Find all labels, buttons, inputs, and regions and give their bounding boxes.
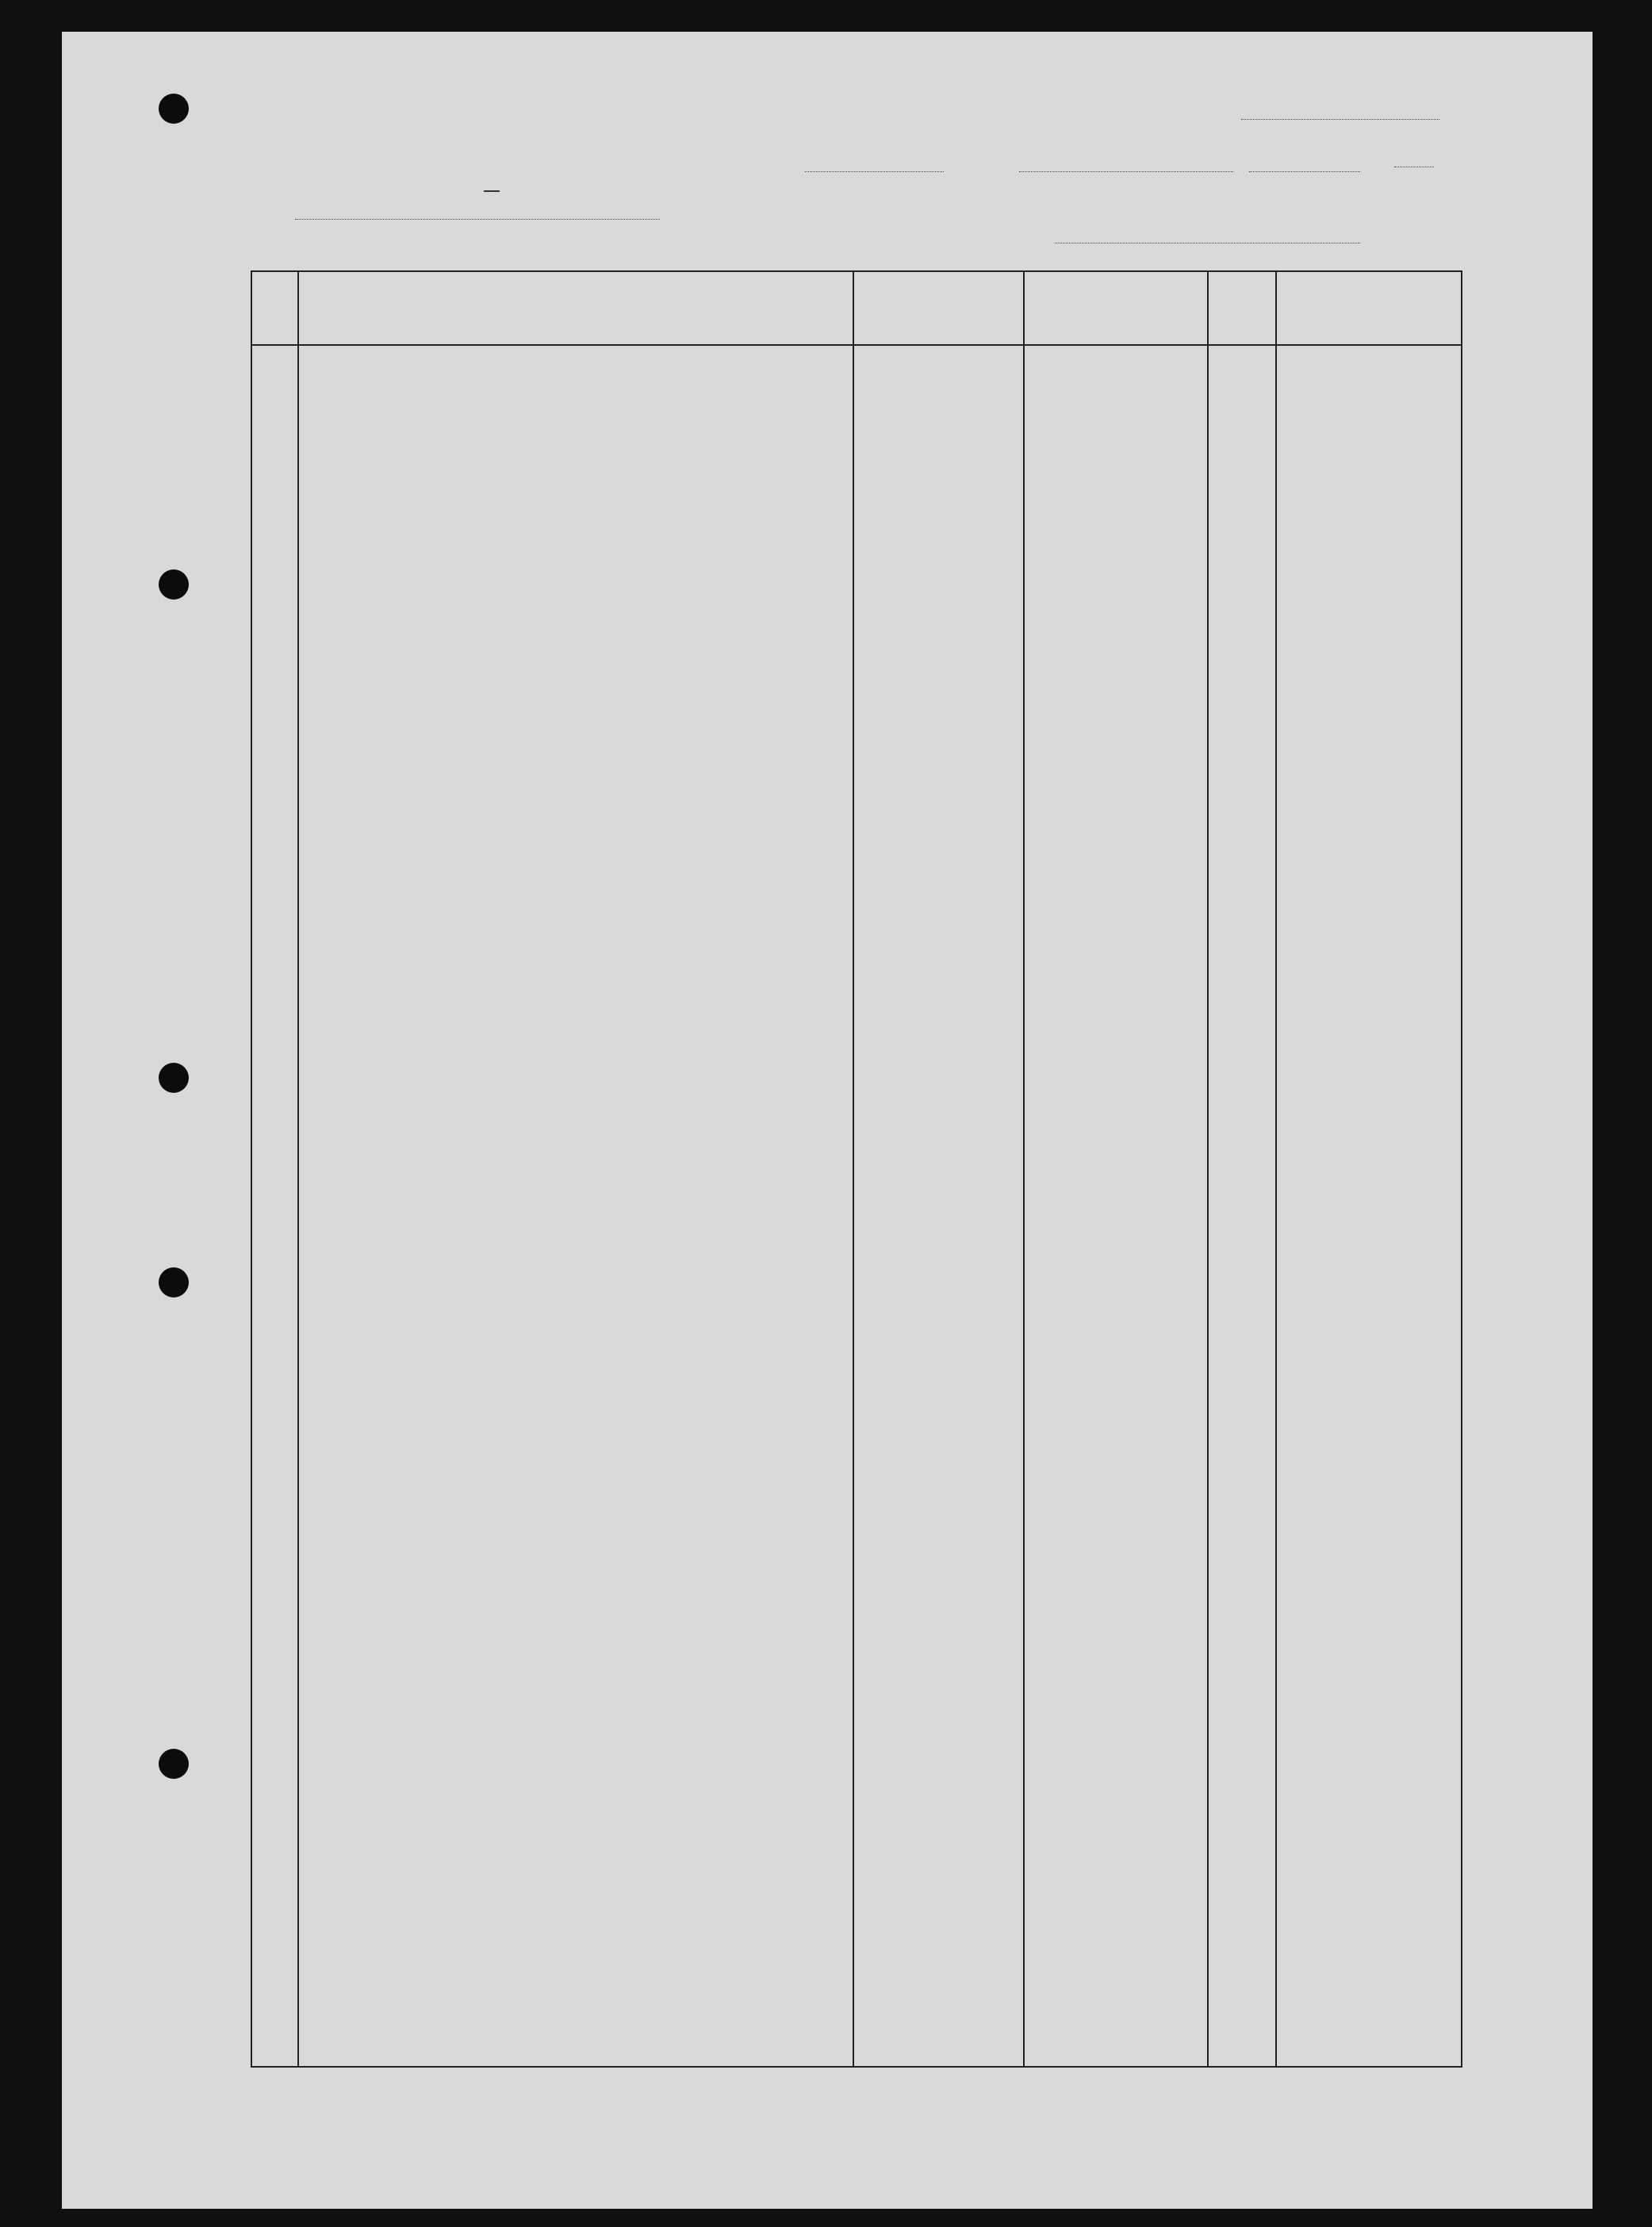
manifest-no-line xyxy=(1241,117,1439,120)
punch-hole xyxy=(159,1063,189,1093)
arrival-line xyxy=(1055,219,1360,243)
punch-hole xyxy=(159,569,189,600)
from-port xyxy=(1019,171,1233,172)
punch-hole xyxy=(159,1267,189,1297)
vessel-name xyxy=(295,219,660,220)
class-value xyxy=(805,171,944,172)
visitors-label xyxy=(484,190,500,192)
punch-hole xyxy=(159,1749,189,1779)
from-date xyxy=(1249,171,1360,172)
manifest-table xyxy=(251,270,1462,2068)
punch-hole xyxy=(159,94,189,124)
